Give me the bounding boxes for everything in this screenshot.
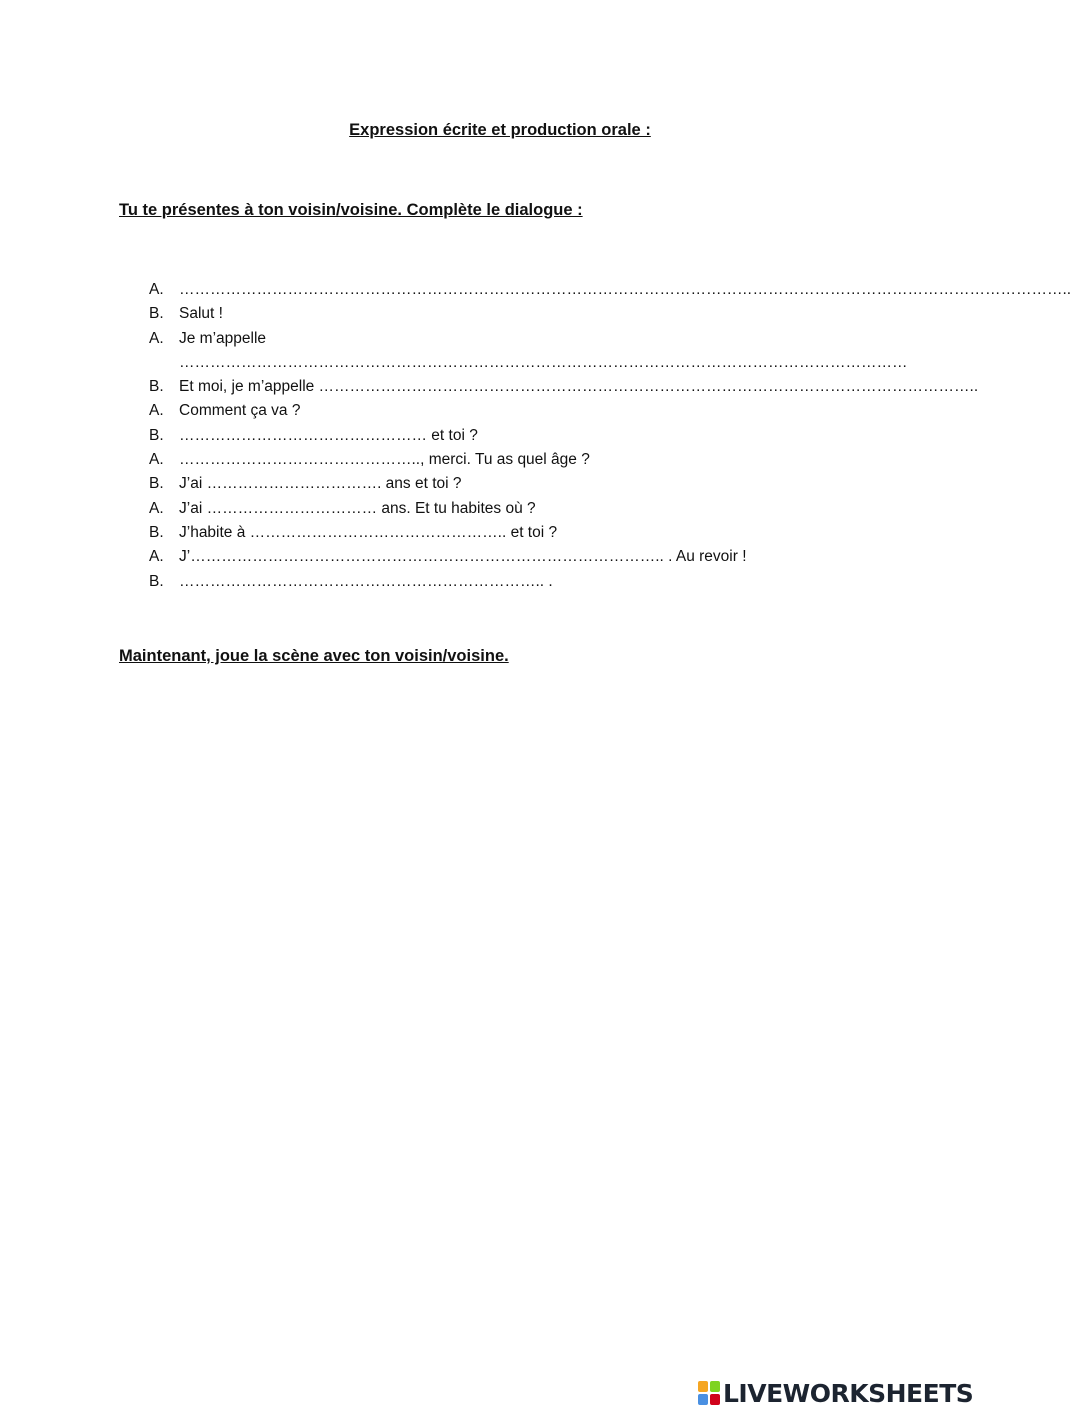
dialogue-speaker: B. bbox=[149, 378, 164, 396]
dialogue-blank-input[interactable]: ……………………………………….., merci. Tu as quel âge ? bbox=[179, 451, 590, 469]
dialogue-line-3 bbox=[149, 327, 908, 376]
dialogue-blank-input[interactable]: …………………………………………………………………………………………………………………………… bbox=[179, 353, 908, 371]
dialogue-line-10 bbox=[149, 521, 889, 545]
dialogue-line-4 bbox=[149, 375, 979, 399]
dialogue-speaker: A. bbox=[149, 329, 164, 347]
dialogue-speaker: B. bbox=[149, 572, 164, 590]
dialogue-blank-input[interactable]: ……………………………………………………………………………………………………………………………………………………….. bbox=[179, 281, 1071, 298]
dialogue-text: Salut ! bbox=[179, 305, 223, 323]
dialogue-speaker: A. bbox=[149, 281, 164, 298]
dialogue-line-12 bbox=[149, 570, 889, 594]
dialogue-line-2 bbox=[149, 302, 889, 326]
dialogue-speaker: A. bbox=[149, 402, 164, 420]
dialogue-speaker: A. bbox=[149, 548, 164, 566]
logo-square-1 bbox=[698, 1381, 708, 1392]
logo-square-3 bbox=[698, 1394, 708, 1405]
dialogue-speaker: A. bbox=[149, 499, 164, 517]
dialogue-blank-input[interactable]: J’ai ……………………………. ans et toi ? bbox=[179, 475, 462, 493]
dialogue-blank-input[interactable]: Et moi, je m’appelle ……………………………………………………………………………………………………………….. bbox=[179, 378, 979, 396]
dialogue-line-9 bbox=[149, 497, 889, 521]
dialogue-blank-input[interactable]: J’ai …………………………… ans. Et tu habites où ? bbox=[179, 499, 536, 517]
logo-square-4 bbox=[710, 1394, 720, 1405]
dialogue-text: Comment ça va ? bbox=[179, 402, 301, 420]
dialogue-line-11 bbox=[149, 545, 889, 569]
dialogue-blank-input[interactable]: J’habite à ………………………………………….. et toi ? bbox=[179, 523, 558, 541]
liveworksheets-logo[interactable] bbox=[698, 1378, 973, 1408]
dialogue-blank-input[interactable]: J’……………………………………………………………………………….. . Au revoir ! bbox=[179, 548, 747, 566]
dialogue-list bbox=[149, 278, 1071, 594]
dialogue-speaker: B. bbox=[149, 523, 164, 541]
dialogue-speaker: B. bbox=[149, 305, 164, 323]
dialogue-speaker: B. bbox=[149, 426, 164, 444]
dialogue-line-6 bbox=[149, 424, 889, 448]
dialogue-line-5 bbox=[149, 399, 889, 423]
logo-square-2 bbox=[710, 1381, 720, 1392]
instruction-play-scene: Maintenant, joue la scène avec ton voisin/voisine. bbox=[119, 647, 509, 665]
logo-text: LIVEWORKSHEETS bbox=[723, 1378, 974, 1408]
instruction-complete-dialogue: Tu te présentes à ton voisin/voisine. Complète le dialogue : bbox=[119, 201, 583, 219]
dialogue-line-7 bbox=[149, 448, 889, 472]
dialogue-line-1 bbox=[149, 278, 1071, 302]
dialogue-text: Je m’appelle bbox=[179, 329, 267, 347]
dialogue-line-8 bbox=[149, 472, 889, 496]
dialogue-speaker: B. bbox=[149, 475, 164, 493]
dialogue-speaker: A. bbox=[149, 451, 164, 469]
dialogue-blank-input[interactable]: …………………………………………………………….. . bbox=[179, 572, 553, 590]
dialogue-blank-input[interactable]: ………………………………………… et toi ? bbox=[179, 426, 478, 444]
liveworksheets-logo-icon bbox=[698, 1381, 720, 1405]
page-title: Expression écrite et production orale : bbox=[349, 121, 651, 139]
